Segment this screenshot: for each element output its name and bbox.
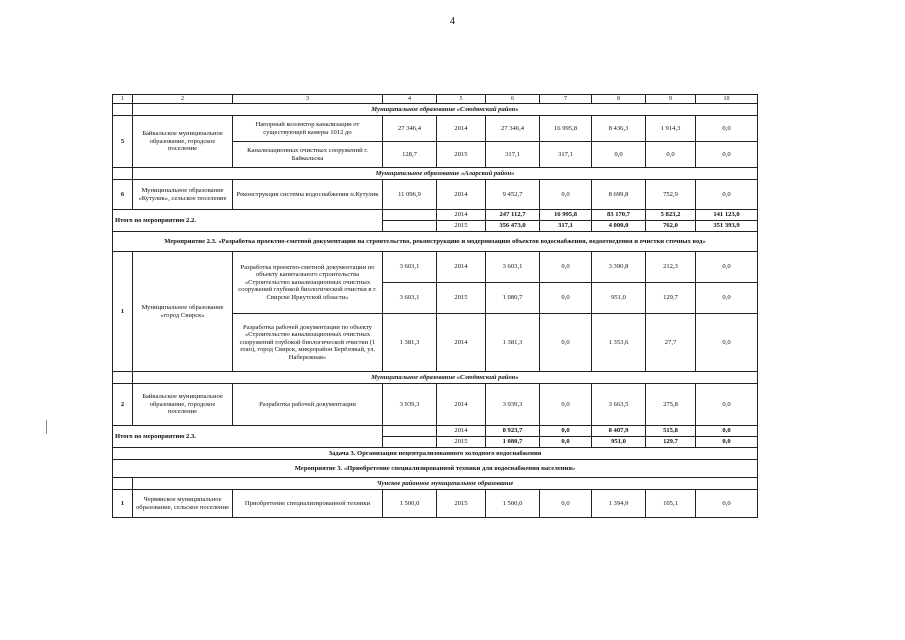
value-cell: 1 080,7 <box>486 437 540 448</box>
section-row <box>113 478 758 490</box>
value-cell: 9 452,7 <box>486 180 540 210</box>
value-cell: 129,7 <box>646 283 696 314</box>
header-cell: 2 <box>133 95 233 104</box>
value-cell: 0,0 <box>696 116 758 142</box>
total-label: Итого по мероприятию 2.2. <box>113 210 383 232</box>
value-cell: 1 914,3 <box>646 116 696 142</box>
event-title: Мероприятие 2.3. «Разработка проектно-сметной документации на строительство, реконструкцию и модернизацию объектов водоснабжения, водоотведения и очистки сточных вод» <box>113 232 758 252</box>
value-cell: 2014 <box>437 384 486 426</box>
value-cell: 2014 <box>437 426 486 437</box>
header-cell: 7 <box>540 95 592 104</box>
section-title: Муниципальное образование «Слюдянский район» <box>133 104 758 116</box>
table-row <box>113 116 758 142</box>
value-cell: 141 123,0 <box>696 210 758 221</box>
value-cell: 0,0 <box>696 314 758 372</box>
value-cell: 0,0 <box>592 142 646 168</box>
table-row <box>113 490 758 518</box>
value-cell: 317,1 <box>540 221 592 232</box>
event-title: Мероприятие 3. «Приобретение специализированной техники для водоснабжения населения» <box>113 460 758 478</box>
section-title: Муниципальное образование «Аларский район» <box>133 168 758 180</box>
value-cell: 0,0 <box>540 490 592 518</box>
value-cell: 16 995,8 <box>540 116 592 142</box>
org-cell: Червянское муниципальное образование, сельское поселение <box>133 490 233 518</box>
value-cell: 0,0 <box>696 437 758 448</box>
value-cell: 129,7 <box>646 437 696 448</box>
object-cell: Напорный коллектор канализации от существующей камеры 1012 до <box>233 116 383 142</box>
value-cell: 83 170,7 <box>592 210 646 221</box>
value-cell: 0,0 <box>696 252 758 283</box>
org-cell: Байкальское муниципальное образование, городское поселение <box>133 116 233 168</box>
value-cell: 3 603,1 <box>383 283 437 314</box>
value-cell: 8 699,8 <box>592 180 646 210</box>
value-cell: 2015 <box>437 221 486 232</box>
object-cell: Приобретение специализированной техники <box>233 490 383 518</box>
value-cell: 0,0 <box>696 384 758 426</box>
page-number: 4 <box>450 16 455 27</box>
value-cell: 752,9 <box>646 180 696 210</box>
header-cell: 3 <box>233 95 383 104</box>
value-cell: 0,0 <box>540 314 592 372</box>
value-cell: 8 436,3 <box>592 116 646 142</box>
row-number: 1 <box>113 490 133 518</box>
value-cell: 16 995,8 <box>540 210 592 221</box>
event-row <box>113 460 758 478</box>
value-cell: 2014 <box>437 252 486 283</box>
row-number: 5 <box>113 116 133 168</box>
value-cell: 2014 <box>437 116 486 142</box>
value-cell: 3 603,1 <box>486 252 540 283</box>
value-cell: 1 500,0 <box>486 490 540 518</box>
object-cell: Разработка рабочей документации по объекту «Строительство канализационных очистных сооружений глубокой биологической очистки (1 этап), город Свирск, микрорайон Берёзовый, ул. Набережная» <box>233 314 383 372</box>
value-cell: 1 381,3 <box>486 314 540 372</box>
section-row <box>113 104 758 116</box>
value-cell: 951,0 <box>592 437 646 448</box>
object-cell: Разработка проектно-сметной документации по объекту капитального строительства «Строительство канализационных очистных сооружений глубокой биологической очистки в г. Свирске Иркутской области» <box>233 252 383 314</box>
value-cell: 1 080,7 <box>486 283 540 314</box>
value-cell: 212,3 <box>646 252 696 283</box>
value-cell: 105,1 <box>646 490 696 518</box>
value-cell: 2015 <box>437 283 486 314</box>
value-cell: 0,0 <box>696 283 758 314</box>
value-cell: 0,0 <box>696 142 758 168</box>
table-row <box>113 180 758 210</box>
table-row <box>113 384 758 426</box>
value-cell: 0,0 <box>540 283 592 314</box>
header-cell: 9 <box>646 95 696 104</box>
section-row <box>113 168 758 180</box>
value-cell: 0,0 <box>646 142 696 168</box>
value-cell: 4 000,0 <box>592 221 646 232</box>
value-cell: 2015 <box>437 490 486 518</box>
header-cell: 8 <box>592 95 646 104</box>
task-title: Задача 3. Организация нецентрализованного холодного водоснабжения <box>113 448 758 460</box>
value-cell: 27 346,4 <box>383 116 437 142</box>
value-cell: 5 823,2 <box>646 210 696 221</box>
row-number: 1 <box>113 252 133 372</box>
value-cell: 27,7 <box>646 314 696 372</box>
total-row <box>113 426 758 437</box>
value-cell: 27 346,4 <box>486 116 540 142</box>
value-cell: 351 393,9 <box>696 221 758 232</box>
value-cell: 356 473,0 <box>486 221 540 232</box>
value-cell: 0,0 <box>540 252 592 283</box>
value-cell: 1 353,6 <box>592 314 646 372</box>
value-cell: 2015 <box>437 437 486 448</box>
value-cell: 128,7 <box>383 142 437 168</box>
object-cell: Разработка рабочей документации <box>233 384 383 426</box>
row-number: 2 <box>113 384 133 426</box>
value-cell: 1 394,9 <box>592 490 646 518</box>
task-row <box>113 448 758 460</box>
header-cell: 6 <box>486 95 540 104</box>
object-cell: Реконструкция системы водоснабжения п.Кутулик <box>233 180 383 210</box>
value-cell: 317,1 <box>486 142 540 168</box>
value-cell: 0,0 <box>696 180 758 210</box>
value-cell: 8 407,9 <box>592 426 646 437</box>
section-row <box>113 372 758 384</box>
header-cell: 10 <box>696 95 758 104</box>
header-cell: 5 <box>437 95 486 104</box>
table-header-row <box>113 95 758 104</box>
total-row <box>113 210 758 221</box>
org-cell: Муниципальное образование «Кутулик», сельское поселение <box>133 180 233 210</box>
value-cell: 8 923,7 <box>486 426 540 437</box>
org-cell: Байкальское муниципальное образование, городское поселение <box>133 384 233 426</box>
value-cell: 1 381,3 <box>383 314 437 372</box>
value-cell: 0,0 <box>696 490 758 518</box>
value-cell: 2014 <box>437 210 486 221</box>
value-cell: 2014 <box>437 180 486 210</box>
value-cell: 3 603,1 <box>383 252 437 283</box>
value-cell: 0,0 <box>540 384 592 426</box>
header-cell: 1 <box>113 95 133 104</box>
object-cell: Канализационных очистных сооружений г. Байкальска <box>233 142 383 168</box>
value-cell: 1 500,0 <box>383 490 437 518</box>
value-cell: 3 390,8 <box>592 252 646 283</box>
value-cell: 2015 <box>437 142 486 168</box>
value-cell: 515,8 <box>646 426 696 437</box>
value-cell: 3 663,5 <box>592 384 646 426</box>
section-title: Муниципальное образование «Слюдянский район» <box>133 372 758 384</box>
value-cell: 0,0 <box>696 426 758 437</box>
value-cell: 762,0 <box>646 221 696 232</box>
header-cell: 4 <box>383 95 437 104</box>
row-number: 6 <box>113 180 133 210</box>
event-row <box>113 232 758 252</box>
scan-mark <box>46 420 49 434</box>
value-cell: 3 939,3 <box>486 384 540 426</box>
value-cell: 3 939,3 <box>383 384 437 426</box>
value-cell: 247 112,7 <box>486 210 540 221</box>
total-label: Итого по мероприятию 2.3. <box>113 426 383 448</box>
value-cell: 11 096,9 <box>383 180 437 210</box>
value-cell: 2014 <box>437 314 486 372</box>
org-cell: Муниципальное образование «город Свирск» <box>133 252 233 372</box>
section-title: Чунское районное муниципальное образование <box>133 478 758 490</box>
value-cell: 317,1 <box>540 142 592 168</box>
value-cell: 275,8 <box>646 384 696 426</box>
value-cell: 951,0 <box>592 283 646 314</box>
value-cell: 0,0 <box>540 426 592 437</box>
table-row <box>113 252 758 283</box>
value-cell: 0,0 <box>540 180 592 210</box>
budget-table <box>112 94 758 518</box>
value-cell: 0,0 <box>540 437 592 448</box>
